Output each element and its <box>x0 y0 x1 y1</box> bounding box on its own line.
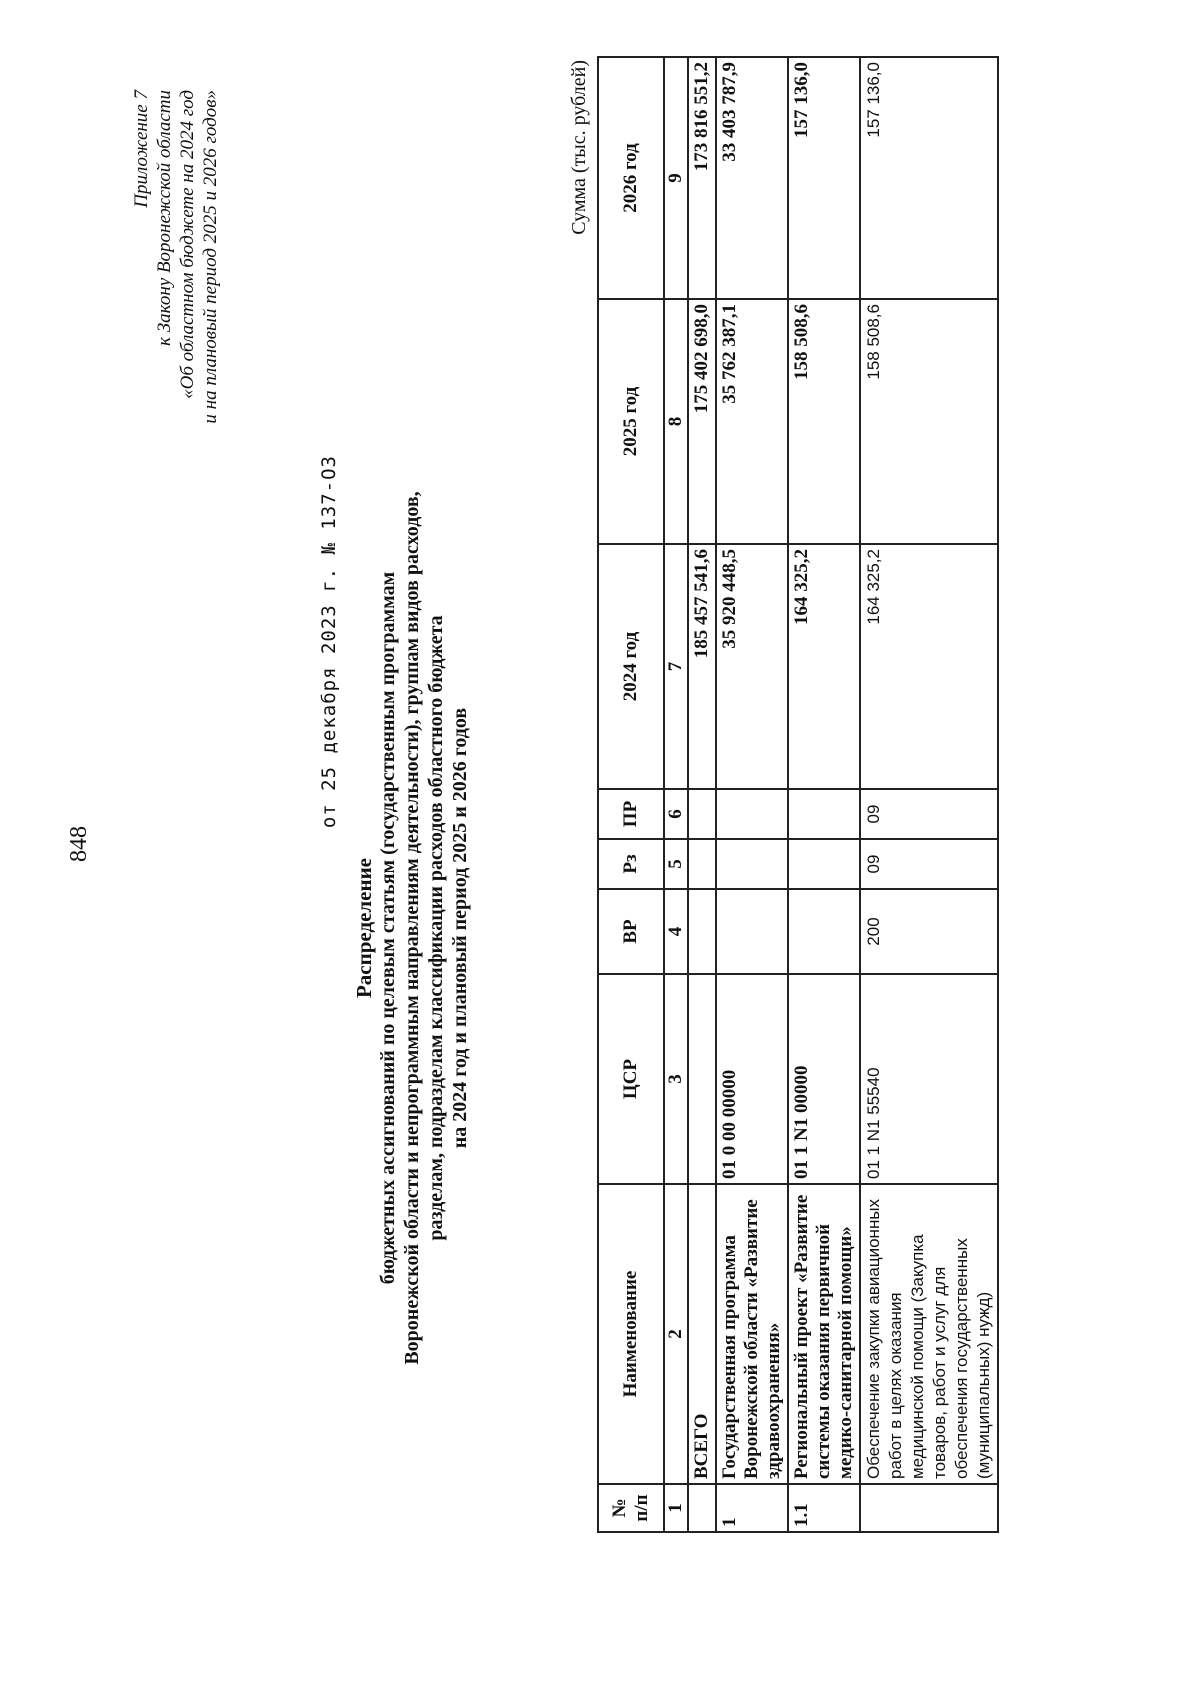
column-number: 8 <box>664 299 688 544</box>
row-amount-2024: 164 325,2 <box>860 544 998 789</box>
header-cell-vr: ВР <box>598 889 664 974</box>
row-amount-2026: 173 816 551,2 <box>688 57 716 299</box>
row-name: Обеспечение закупки авиационных работ в целях оказания медицинской помощи (Закупка товаров, работ и услуг для обеспечения государственных (муниципальных) нужд) <box>860 1184 998 1484</box>
heading-title: Распределение <box>352 857 376 999</box>
row-vr <box>716 889 788 974</box>
heading-line: на 2024 год и плановый период 2025 и 2026 годов <box>449 707 471 1149</box>
row-csr: 01 1 N1 00000 <box>788 974 860 1184</box>
row-amount-2024: 185 457 541,6 <box>688 544 716 789</box>
header-cell-rz: Рз <box>598 839 664 889</box>
row-rz <box>688 839 716 889</box>
row-pr <box>788 789 860 839</box>
column-number: 9 <box>664 57 688 299</box>
column-number: 5 <box>664 839 688 889</box>
law-date-stamp: от 25 декабря 2023 г. № 137-ОЗ <box>318 455 340 829</box>
header-cell-pr: ПР <box>598 789 664 839</box>
row-rz <box>788 839 860 889</box>
column-number-row <box>664 57 688 1532</box>
table-row <box>788 57 860 1532</box>
row-amount-2025: 35 762 387,1 <box>716 299 788 544</box>
row-number: 1.1 <box>788 1484 860 1532</box>
appendix-line: к Закону Воронежской области <box>154 90 175 346</box>
row-vr <box>788 889 860 974</box>
row-name: ВСЕГО <box>688 1184 716 1484</box>
document-heading <box>352 418 472 1438</box>
row-number <box>860 1484 998 1532</box>
appendix-line: «Об областном бюджете на 2024 год <box>177 90 198 399</box>
appendix-line: Приложение 7 <box>131 90 152 208</box>
units-label: Сумма (тыс. рублей) <box>568 60 590 235</box>
column-number: 2 <box>664 1184 688 1484</box>
row-name: Государственная программа Воронежской области «Развитие здравоохранения» <box>716 1184 788 1484</box>
row-number <box>688 1484 716 1532</box>
row-pr <box>716 789 788 839</box>
row-csr: 01 0 00 00000 <box>716 974 788 1184</box>
heading-line: разделам, подразделам классификации расходов областного бюджета <box>425 615 447 1241</box>
column-number: 3 <box>664 974 688 1184</box>
table-row-total <box>688 57 716 1532</box>
row-name: Региональный проект «Развитие системы оказания первичной медико-санитарной помощи» <box>788 1184 860 1484</box>
table-row <box>716 57 788 1532</box>
row-amount-2025: 158 508,6 <box>788 299 860 544</box>
row-number: 1 <box>716 1484 788 1532</box>
column-number: 6 <box>664 789 688 839</box>
row-amount-2026: 157 136,0 <box>788 57 860 299</box>
header-cell-2026: 2026 год <box>598 57 664 299</box>
row-rz <box>716 839 788 889</box>
row-rz: 09 <box>860 839 998 889</box>
row-vr <box>688 889 716 974</box>
table-header-row <box>598 57 664 1532</box>
row-amount-2026: 157 136,0 <box>860 57 998 299</box>
column-number: 7 <box>664 544 688 789</box>
header-cell-2024: 2024 год <box>598 544 664 789</box>
appendix-note <box>130 90 222 850</box>
row-pr: 09 <box>860 789 998 839</box>
row-csr <box>688 974 716 1184</box>
header-cell-csr: ЦСР <box>598 974 664 1184</box>
header-cell-number: № п/п <box>598 1484 664 1532</box>
row-amount-2024: 35 920 448,5 <box>716 544 788 789</box>
appendix-line: и на плановый период 2025 и 2026 годов» <box>200 90 221 424</box>
row-csr: 01 1 N1 55540 <box>860 974 998 1184</box>
row-amount-2026: 33 403 787,9 <box>716 57 788 299</box>
row-amount-2025: 175 402 698,0 <box>688 299 716 544</box>
row-amount-2024: 164 325,2 <box>788 544 860 789</box>
header-cell-2025: 2025 год <box>598 299 664 544</box>
header-cell-name: Наименование <box>598 1184 664 1484</box>
budget-table <box>597 56 999 1533</box>
row-amount-2025: 158 508,6 <box>860 299 998 544</box>
row-pr <box>688 789 716 839</box>
column-number: 1 <box>664 1484 688 1532</box>
heading-line: бюджетных ассигнований по целевым статьям (государственным программам <box>377 571 399 1285</box>
column-number: 4 <box>664 889 688 974</box>
heading-line: Воронежской области и непрограммным направлениям деятельности), группам видов расходов, <box>401 491 423 1365</box>
page-number: 848 <box>66 826 92 862</box>
table-row <box>860 57 998 1532</box>
row-vr: 200 <box>860 889 998 974</box>
